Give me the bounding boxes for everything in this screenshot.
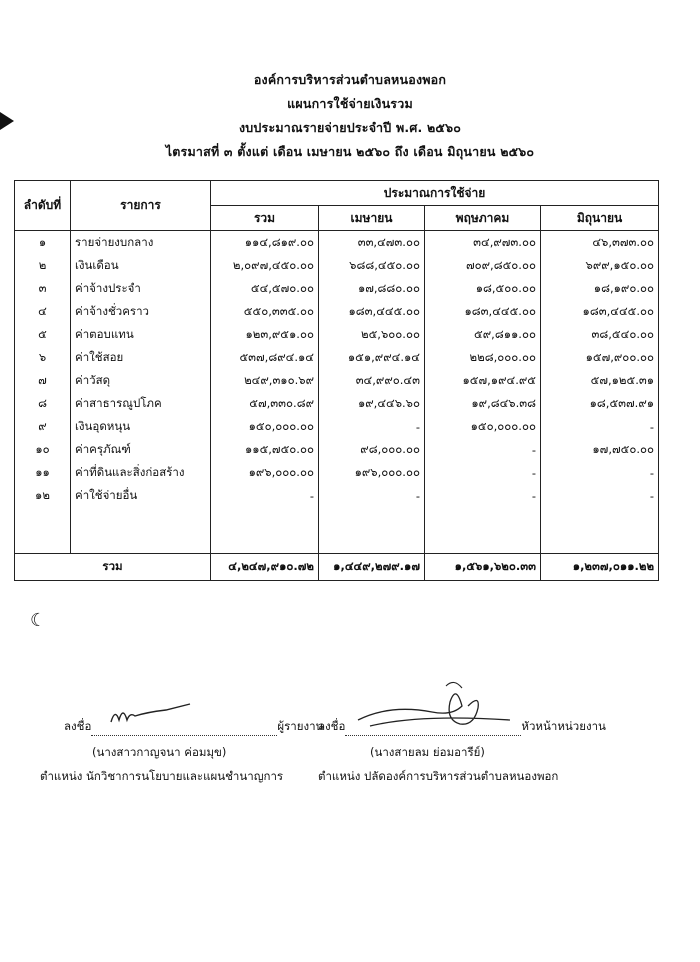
document-header [0, 68, 700, 164]
row-item: ค่าตอบแทน [71, 323, 211, 346]
row-may: - [425, 484, 541, 507]
table-row [15, 300, 659, 323]
row-no: ๕ [15, 323, 71, 346]
row-apr: ๑๘๓,๔๔๕.๐๐ [319, 300, 425, 323]
left-signer-name: (นางสาวกาญจนา ค่อมมุข) [92, 745, 227, 759]
row-apr: ๖๘๘,๔๕๐.๐๐ [319, 254, 425, 277]
row-apr: ๓๔,๙๙๐.๔๓ [319, 369, 425, 392]
row-apr: ๑๙,๔๔๖.๖๐ [319, 392, 425, 415]
blank-cell [425, 507, 541, 554]
table-row [15, 277, 659, 300]
row-may: - [425, 438, 541, 461]
col-header-apr: เมษายน [319, 206, 425, 231]
right-sign-prefix: ลงชื่อ [318, 719, 346, 733]
row-item: ค่าจ้างชั่วคราว [71, 300, 211, 323]
table-body [15, 231, 659, 554]
table-row [15, 392, 659, 415]
row-apr: ๒๕,๖๐๐.๐๐ [319, 323, 425, 346]
col-header-may: พฤษภาคม [425, 206, 541, 231]
row-item: เงินเดือน [71, 254, 211, 277]
row-total: ๒๔๙,๓๑๐.๖๙ [211, 369, 319, 392]
table-row [15, 346, 659, 369]
row-jun: ๕๗,๑๒๕.๓๑ [541, 369, 659, 392]
row-total: ๑๙๖,๐๐๐.๐๐ [211, 461, 319, 484]
row-may: ๗๐๙,๘๕๐.๐๐ [425, 254, 541, 277]
table-row [15, 415, 659, 438]
row-jun: - [541, 415, 659, 438]
blank-row [15, 507, 659, 554]
col-header-total: รวม [211, 206, 319, 231]
col-header-jun: มิถุนายน [541, 206, 659, 231]
table-row [15, 438, 659, 461]
row-item: ค่าครุภัณฑ์ [71, 438, 211, 461]
row-jun: - [541, 484, 659, 507]
row-no: ๔ [15, 300, 71, 323]
row-item: ค่าใช้สอย [71, 346, 211, 369]
row-apr: - [319, 484, 425, 507]
row-no: ๒ [15, 254, 71, 277]
row-no: ๑๑ [15, 461, 71, 484]
budget-line: งบประมาณรายจ่ายประจำปี พ.ศ. ๒๕๖๐ [238, 120, 462, 135]
row-total: - [211, 484, 319, 507]
row-total: ๕๕๐,๓๓๕.๐๐ [211, 300, 319, 323]
row-may: ๕๙,๘๑๑.๐๐ [425, 323, 541, 346]
right-role: หัวหน้าหน่วยงาน [521, 719, 606, 733]
row-no: ๓ [15, 277, 71, 300]
row-total: ๑๑๕,๗๕๐.๐๐ [211, 438, 319, 461]
row-item: ค่าวัสดุ [71, 369, 211, 392]
row-apr: ๑๕๑,๙๙๔.๑๔ [319, 346, 425, 369]
total-may: ๑,๕๖๑,๖๒๐.๓๓ [425, 554, 541, 581]
total-label: รวม [15, 554, 211, 581]
row-total: ๕๗,๓๓๐.๘๙ [211, 392, 319, 415]
col-header-item: รายการ [71, 181, 211, 231]
left-signature [108, 700, 198, 730]
blank-cell [541, 507, 659, 554]
col-header-no: ลำดับที่ [15, 181, 71, 231]
row-apr: ๙๘,๐๐๐.๐๐ [319, 438, 425, 461]
row-may: ๑๙,๘๔๖.๓๘ [425, 392, 541, 415]
row-no: ๗ [15, 369, 71, 392]
total-jun: ๑,๒๓๗,๐๑๑.๒๒ [541, 554, 659, 581]
left-sign-prefix: ลงชื่อ [64, 719, 92, 733]
table-row [15, 461, 659, 484]
total-row [15, 554, 659, 581]
blank-cell [211, 507, 319, 554]
row-item: ค่าจ้างประจำ [71, 277, 211, 300]
row-jun: ๑๕๗,๙๐๐.๐๐ [541, 346, 659, 369]
row-no: ๑๐ [15, 438, 71, 461]
row-item: ค่าใช้จ่ายอื่น [71, 484, 211, 507]
row-total: ๒,๐๙๗,๔๕๐.๐๐ [211, 254, 319, 277]
row-no: ๖ [15, 346, 71, 369]
left-role: ผู้รายงาน [277, 719, 324, 733]
row-total: ๑๑๔,๘๑๙.๐๐ [211, 231, 319, 255]
blank-cell [319, 507, 425, 554]
table-row [15, 484, 659, 507]
row-item: ค่าสาธารณูปโภค [71, 392, 211, 415]
plan-title: แผนการใช้จ่ายเงินรวม [287, 96, 413, 111]
row-may: ๑๘๓,๔๔๕.๐๐ [425, 300, 541, 323]
row-apr: - [319, 415, 425, 438]
row-no: ๘ [15, 392, 71, 415]
row-may: ๒๒๘,๐๐๐.๐๐ [425, 346, 541, 369]
row-jun: ๑๗,๗๕๐.๐๐ [541, 438, 659, 461]
table-row [15, 369, 659, 392]
row-may: ๑๘,๕๐๐.๐๐ [425, 277, 541, 300]
right-signer-name: (นางสายลม ย่อมอารีย์) [370, 745, 485, 759]
row-may: ๑๕๗,๑๙๔.๙๕ [425, 369, 541, 392]
total-apr: ๑,๔๔๙,๒๗๙.๑๗ [319, 554, 425, 581]
row-jun: ๑๘๓,๔๔๕.๐๐ [541, 300, 659, 323]
row-jun: ๓๘,๕๔๐.๐๐ [541, 323, 659, 346]
blank-cell [71, 507, 211, 554]
blank-cell [15, 507, 71, 554]
org-name: องค์การบริหารส่วนตำบลหนองพอก [253, 72, 447, 87]
crescent-mark: ☾ [30, 610, 47, 631]
row-jun: - [541, 461, 659, 484]
row-may: ๓๔,๙๗๓.๐๐ [425, 231, 541, 255]
table-row [15, 231, 659, 255]
row-total: ๕๓๗,๘๙๔.๑๔ [211, 346, 319, 369]
col-header-group: ประมาณการใช้จ่าย [211, 181, 659, 206]
row-jun: ๑๘,๑๙๐.๐๐ [541, 277, 659, 300]
row-jun: ๑๘,๕๓๗.๙๑ [541, 392, 659, 415]
row-total: ๕๔,๕๗๐.๐๐ [211, 277, 319, 300]
row-apr: ๑๙๖,๐๐๐.๐๐ [319, 461, 425, 484]
row-jun: ๖๙๙,๑๕๐.๐๐ [541, 254, 659, 277]
row-total: ๑๕๐,๐๐๐.๐๐ [211, 415, 319, 438]
row-total: ๑๒๓,๙๕๑.๐๐ [211, 323, 319, 346]
row-apr: ๓๓,๔๗๓.๐๐ [319, 231, 425, 255]
row-item: เงินอุดหนุน [71, 415, 211, 438]
row-may: ๑๕๐,๐๐๐.๐๐ [425, 415, 541, 438]
left-signer-position: ตำแหน่ง นักวิชาการนโยบายและแผนชำนาญการ [40, 769, 284, 783]
row-item: ค่าที่ดินและสิ่งก่อสร้าง [71, 461, 211, 484]
quarter-line: ไตรมาสที่ ๓ ตั้งแต่ เดือน เมษายน ๒๕๖๐ ถึง เดือน มิถุนายน ๒๕๖๐ [165, 144, 535, 159]
right-signer-position: ตำแหน่ง ปลัดองค์การบริหารส่วนตำบลหนองพอก [318, 769, 559, 783]
row-apr: ๑๗,๘๘๐.๐๐ [319, 277, 425, 300]
table-row [15, 254, 659, 277]
row-item: รายจ่ายงบกลาง [71, 231, 211, 255]
right-signature [350, 676, 530, 734]
row-jun: ๔๖,๓๗๓.๐๐ [541, 231, 659, 255]
row-no: ๑๒ [15, 484, 71, 507]
row-no: ๙ [15, 415, 71, 438]
spending-plan-table [14, 180, 659, 581]
row-no: ๑ [15, 231, 71, 255]
total-sum: ๔,๒๔๗,๙๑๐.๗๒ [211, 554, 319, 581]
row-may: - [425, 461, 541, 484]
table-row [15, 323, 659, 346]
